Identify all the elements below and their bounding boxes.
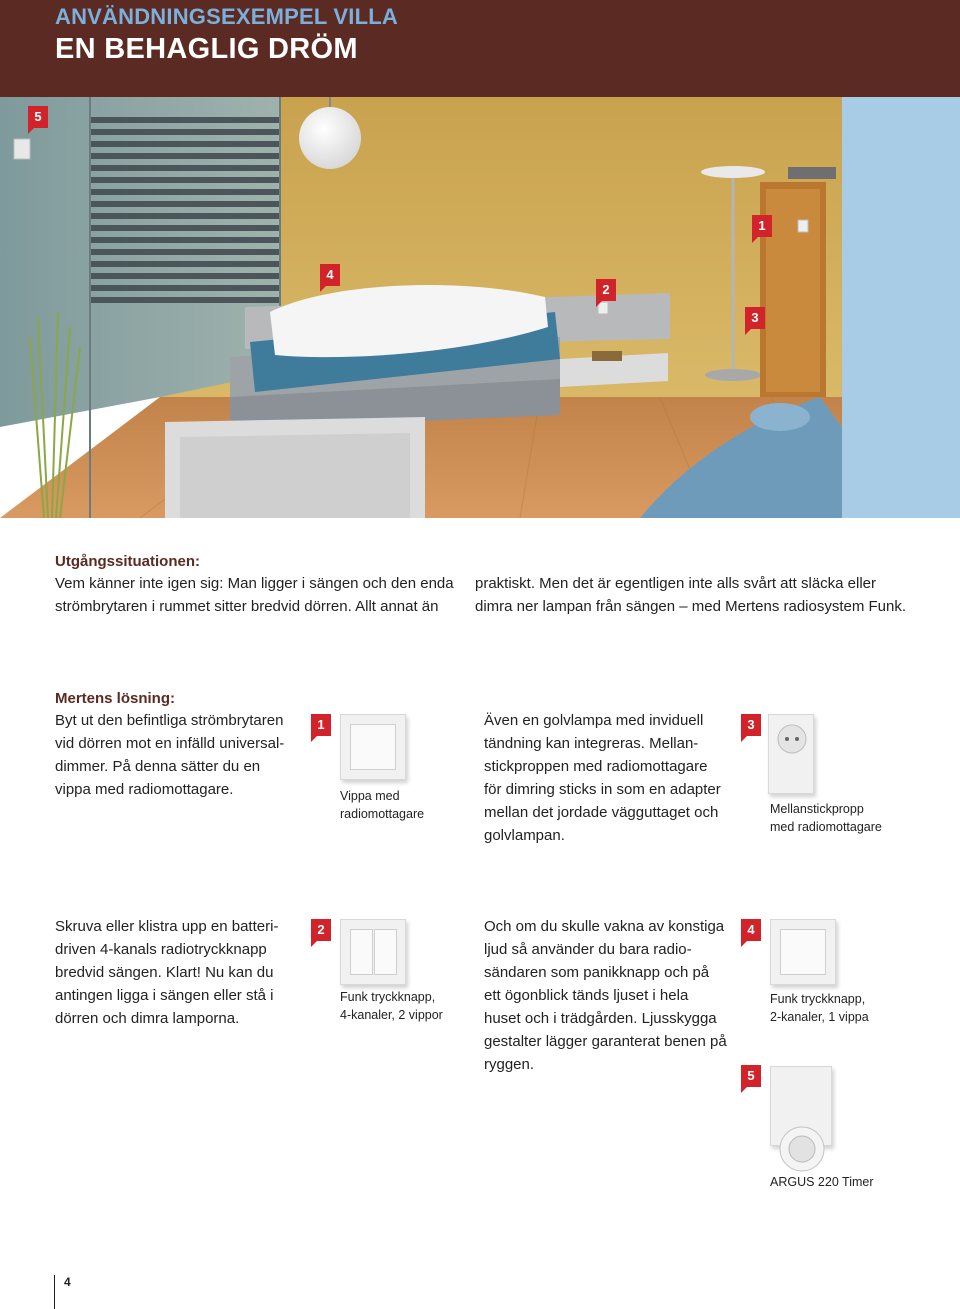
- pushbutton-left-rocker: [350, 929, 373, 975]
- page-number: 4: [64, 1275, 71, 1289]
- text-line: Byt ut den befintliga strömbrytaren: [55, 712, 284, 729]
- text-line: vid dörren mot en infälld universal-: [55, 735, 285, 752]
- text-line: gestalter lägger garanterat benen på: [484, 1033, 727, 1050]
- caption-line: Funk tryckknapp,: [770, 992, 866, 1006]
- text-line: tändning kan integreras. Mellan-: [484, 735, 699, 752]
- switch-rocker-plate: [350, 724, 396, 770]
- text-line: vippa med radiomottagare.: [55, 781, 234, 798]
- caption-line: Vippa med: [340, 789, 400, 803]
- motion-detector-image: [770, 1066, 832, 1146]
- product-marker-4: 4: [741, 919, 761, 941]
- product-marker-5: 5: [741, 1065, 761, 1087]
- photo-marker-1: 1: [752, 215, 772, 237]
- photo-marker-3: 3: [745, 307, 765, 329]
- section-kicker: ANVÄNDNINGSEXEMPEL VILLA: [55, 4, 398, 29]
- intro-col2-line: dimra ner lampan från sängen – med Mertens radiosystem Funk.: [475, 598, 907, 615]
- motion-sensor-icon: [771, 1067, 833, 1177]
- intro-col1: [55, 572, 465, 618]
- page-title: EN BEHAGLIG DRÖM: [55, 33, 358, 65]
- caption-line: radiomottagare: [340, 807, 425, 821]
- solution-text-1: [55, 709, 295, 801]
- caption-line: Mellanstickpropp: [770, 802, 864, 816]
- text-line: antingen ligga i sängen eller stå i: [55, 987, 274, 1004]
- text-line: dimmer. På denna sätter du en: [55, 758, 261, 775]
- socket-icon: [769, 715, 815, 795]
- intro-col2-line: praktiskt. Men det är egentligen inte alls svårt att släcka eller: [475, 575, 877, 592]
- solution-text-3: [55, 915, 295, 1030]
- caption-line: 4-kanaler, 2 vippor: [340, 1008, 443, 1022]
- intro-heading: Utgångssituationen:: [55, 553, 200, 570]
- text-line: för dimring sticks in som en adapter: [484, 781, 721, 798]
- product-marker-1: 1: [311, 714, 331, 736]
- plug-adapter-image: [768, 714, 814, 794]
- product-caption-2: [340, 988, 480, 1024]
- product-marker-3: 3: [741, 714, 761, 736]
- pushbutton-4ch-image: [340, 919, 406, 985]
- caption-line: 2-kanaler, 1 vippa: [770, 1010, 869, 1024]
- product-caption-4: [770, 990, 910, 1026]
- text-line: driven 4-kanals radiotryckknapp: [55, 941, 267, 958]
- intro-col1-line: strömbrytaren i rummet sitter bredvid dörren. Allt annat än: [55, 598, 439, 615]
- text-line: huset och i trädgården. Ljusskygga: [484, 1010, 717, 1027]
- product-caption-5: ARGUS 220 Timer: [770, 1175, 874, 1189]
- page-header: [0, 0, 960, 97]
- text-line: ett ögonblick tänds ljuset i hela: [484, 987, 689, 1004]
- text-line: Även en golvlampa med inviduell: [484, 712, 704, 729]
- photo-marker-5: 5: [28, 106, 48, 128]
- product-caption-3: [770, 800, 920, 836]
- text-line: ryggen.: [484, 1056, 535, 1073]
- solution-text-2: [484, 709, 734, 847]
- text-line: golvlampan.: [484, 827, 565, 844]
- pushbutton-single-rocker: [780, 929, 826, 975]
- solution-heading: Mertens lösning:: [55, 690, 176, 707]
- photo-marker-4: 4: [320, 264, 340, 286]
- text-line: stickproppen med radiomottagare: [484, 758, 708, 775]
- intro-col2: [475, 572, 935, 618]
- pushbutton-right-rocker: [374, 929, 397, 975]
- text-line: mellan det jordade vägguttaget och: [484, 804, 719, 821]
- bedroom-illustration: [0, 97, 960, 518]
- page-number-rule: [54, 1275, 55, 1309]
- text-line: dörren och dimra lamporna.: [55, 1010, 240, 1027]
- solution-text-4: [484, 915, 734, 1076]
- photo-marker-2: 2: [596, 279, 616, 301]
- product-marker-2: 2: [311, 919, 331, 941]
- caption-line: med radiomottagare: [770, 820, 882, 834]
- text-line: bredvid sängen. Klart! Nu kan du: [55, 964, 274, 981]
- text-line: Skruva eller klistra upp en batteri-: [55, 918, 279, 935]
- switch-rocker-image: [340, 714, 406, 780]
- product-caption-1: [340, 787, 470, 823]
- intro-col1-line: Vem känner inte igen sig: Man ligger i sängen och den enda: [55, 575, 454, 592]
- pushbutton-2ch-image: [770, 919, 836, 985]
- text-line: ljud så använder du bara radio-: [484, 941, 692, 958]
- caption-line: Funk tryckknapp,: [340, 990, 436, 1004]
- text-line: sändaren som panikknapp och på: [484, 964, 710, 981]
- text-line: Och om du skulle vakna av konstiga: [484, 918, 725, 935]
